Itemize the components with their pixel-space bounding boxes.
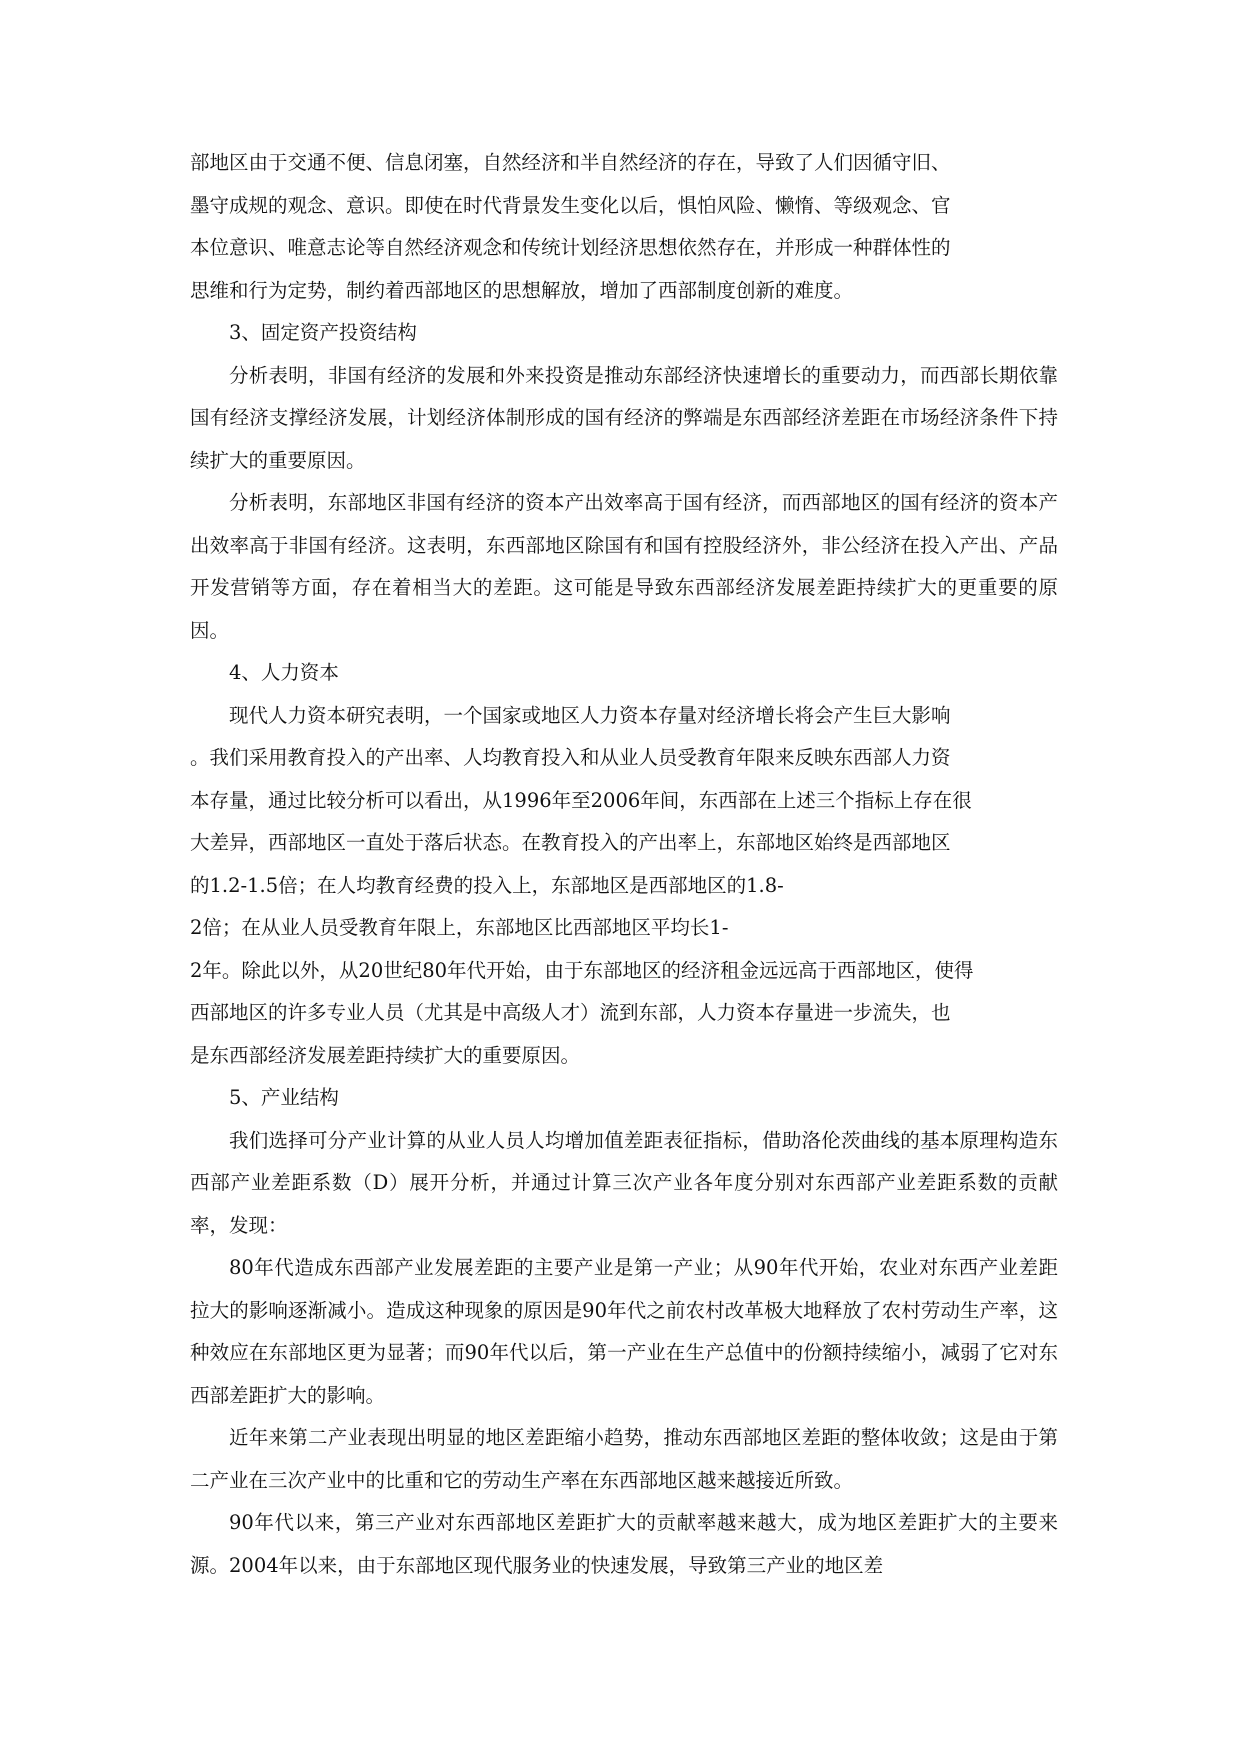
- paragraph-secondary-industry: 近年来第二产业表现出明显的地区差距缩小趋势，推动东西部地区差距的整体收敛；这是由于第二产业在三次产业中的比重和它的劳动生产率在东西部地区越来越接近所致。: [190, 1426, 1058, 1492]
- paragraph-human-capital: [190, 695, 1058, 1078]
- text-line: 现代人力资本研究表明，一个国家或地区人力资本存量对经济增长将会产生巨大影响: [229, 703, 951, 727]
- paragraph-capital-output-efficiency: 分析表明，东部地区非国有经济的资本产出效率高于国有经济，而西部地区的国有经济的资本产出效率高于非国有经济。这表明，东西部地区除国有和国有控股经济外，非公经济在投入产出、产品开发营销等方面，存在着相当大的差距。这可能是导致东西部经济发展差距持续扩大的更重要的原因。: [190, 491, 1058, 642]
- section-heading-human-capital: 4、人力资本: [229, 661, 339, 684]
- text-line: 思维和行为定势，制约着西部地区的思想解放，增加了西部制度创新的难度。: [190, 278, 854, 302]
- text-line: 是东西部经济发展差距持续扩大的重要原因。: [190, 1043, 581, 1067]
- paragraph-tertiary-industry: 90年代以来，第三产业对东西部地区差距扩大的贡献率越来越大，成为地区差距扩大的主要来源。2004年以来，由于东部地区现代服务业的快速发展，导致第三产业的地区差: [190, 1511, 1058, 1577]
- text-line: 的1.2-1.5倍；在人均教育经费的投入上，东部地区是西部地区的1.8-: [190, 873, 784, 897]
- paragraph-social-concepts: [190, 142, 1058, 312]
- text-line: 墨守成规的观念、意识。即使在时代背景发生变化以后，惧怕风险、懒惰、等级观念、官: [190, 193, 951, 217]
- text-line: 2倍；在从业人员受教育年限上，东部地区比西部地区平均长1-: [190, 916, 729, 939]
- paragraph-primary-industry: 80年代造成东西部产业发展差距的主要产业是第一产业；从90年代开始，农业对东西产业差距拉大的影响逐渐减小。造成这种现象的原因是90年代之前农村改革极大地释放了农村劳动生产率，这种效应在东部地区更为显著；而90年代以后，第一产业在生产总值中的份额持续缩小，减弱了它对东西部差距扩大的影响。: [190, 1256, 1058, 1407]
- text-line: 大差异，西部地区一直处于落后状态。在教育投入的产出率上，东部地区始终是西部地区: [190, 831, 951, 854]
- text-line: 西部地区的许多专业人员（尤其是中高级人才）流到东部，人力资本存量进一步流失，也: [190, 1001, 951, 1024]
- text-line: 。我们采用教育投入的产出率、人均教育投入和从业人员受教育年限来反映东西部人力资: [190, 746, 951, 769]
- text-line: 本位意识、唯意志论等自然经济观念和传统计划经济思想依然存在，并形成一种群体性的: [190, 236, 951, 259]
- text-line: 部地区由于交通不便、信息闭塞，自然经济和半自然经济的存在，导致了人们因循守旧、: [190, 151, 951, 174]
- section-heading-fixed-asset-investment: 3、固定资产投资结构: [229, 321, 417, 344]
- text-line: 本存量，通过比较分析可以看出，从1996年至2006年间，东西部在上述三个指标上存在很: [190, 788, 972, 812]
- section-heading-industrial-structure: 5、产业结构: [229, 1086, 339, 1109]
- text-line: 2年。除此以外，从20世纪80年代开始，由于东部地区的经济租金远远高于西部地区，使得: [190, 958, 974, 982]
- paragraph-industry-gap-coefficient: 我们选择可分产业计算的从业人员人均增加值差距表征指标，借助洛伦茨曲线的基本原理构造东西部产业差距系数（D）展开分析，并通过计算三次产业各年度分别对东西部产业差距系数的贡献率，发现：: [190, 1128, 1058, 1237]
- paragraph-non-state-economy: 分析表明，非国有经济的发展和外来投资是推动东部经济快速增长的重要动力，而西部长期依靠国有经济支撑经济发展，计划经济体制形成的国有经济的弊端是东西部经济差距在市场经济条件下持续扩大的重要原因。: [190, 363, 1058, 472]
- document-body: [190, 142, 1058, 1587]
